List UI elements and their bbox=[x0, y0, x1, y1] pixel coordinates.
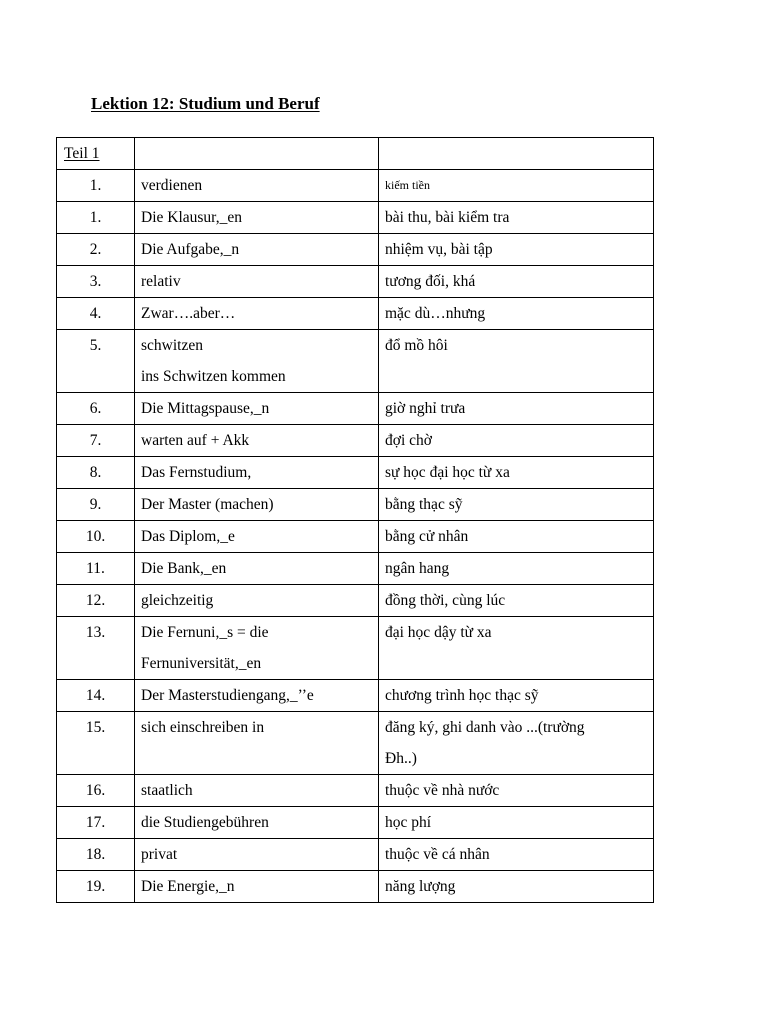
german-term: Die Fernuni,_s = die bbox=[141, 624, 269, 641]
page-title: Lektion 12: Studium und Beruf bbox=[91, 94, 320, 113]
german-term: Die Energie,_n bbox=[141, 878, 235, 895]
vietnamese-translation: thuộc về cá nhân bbox=[385, 846, 490, 863]
row-number: 10. bbox=[57, 521, 135, 553]
german-term: warten auf + Akk bbox=[141, 432, 250, 449]
german-term: Die Bank,_en bbox=[141, 560, 227, 577]
table-row bbox=[57, 553, 654, 585]
vietnamese-translation-cell bbox=[379, 807, 654, 839]
vietnamese-translation: đợi chờ bbox=[385, 432, 432, 449]
german-term: relativ bbox=[141, 273, 181, 290]
german-term: gleichzeitig bbox=[141, 592, 214, 609]
german-term: Der Masterstudiengang,_’’e bbox=[141, 687, 314, 704]
vietnamese-translation: năng lượng bbox=[385, 878, 456, 895]
vietnamese-translation: bằng thạc sỹ bbox=[385, 496, 463, 513]
vietnamese-translation: nhiệm vụ, bài tập bbox=[385, 241, 493, 258]
table-row bbox=[57, 234, 654, 266]
german-term-cell bbox=[135, 553, 379, 585]
row-number: 18. bbox=[57, 839, 135, 871]
table-row bbox=[57, 393, 654, 425]
header-german-cell bbox=[135, 138, 379, 170]
table-row bbox=[57, 521, 654, 553]
german-term-cell bbox=[135, 234, 379, 266]
german-term-cell bbox=[135, 585, 379, 617]
row-number: 14. bbox=[57, 680, 135, 712]
german-term: Die Klausur,_en bbox=[141, 209, 242, 226]
table-row bbox=[57, 712, 654, 775]
vietnamese-translation: thuộc về nhà nước bbox=[385, 782, 500, 799]
vietnamese-translation: mặc dù…nhưng bbox=[385, 305, 486, 322]
row-number: 9. bbox=[57, 489, 135, 521]
vietnamese-translation-cell bbox=[379, 775, 654, 807]
german-term-cell bbox=[135, 298, 379, 330]
row-number: 15. bbox=[57, 712, 135, 775]
german-term: Die Mittagspause,_n bbox=[141, 400, 270, 417]
vietnamese-translation-cell bbox=[379, 553, 654, 585]
table-header-row bbox=[57, 138, 654, 170]
table-row bbox=[57, 585, 654, 617]
vietnamese-translation-cell bbox=[379, 202, 654, 234]
table-row bbox=[57, 457, 654, 489]
german-term-cell bbox=[135, 266, 379, 298]
vietnamese-translation-cell bbox=[379, 234, 654, 266]
vietnamese-translation-cell bbox=[379, 330, 654, 393]
row-number: 19. bbox=[57, 871, 135, 903]
table-row bbox=[57, 807, 654, 839]
vietnamese-translation-cell bbox=[379, 839, 654, 871]
german-term: Das Diplom,_e bbox=[141, 528, 235, 545]
row-number: 3. bbox=[57, 266, 135, 298]
vocabulary-table bbox=[56, 137, 654, 903]
row-number: 6. bbox=[57, 393, 135, 425]
vietnamese-translation-cell bbox=[379, 298, 654, 330]
vietnamese-translation: bằng cử nhân bbox=[385, 528, 469, 545]
german-term-cell bbox=[135, 457, 379, 489]
vietnamese-translation: bài thu, bài kiểm tra bbox=[385, 209, 510, 226]
vietnamese-translation: kiếm tiền bbox=[385, 178, 430, 192]
german-term-cell bbox=[135, 839, 379, 871]
vietnamese-translation: học phí bbox=[385, 814, 432, 831]
table-row bbox=[57, 775, 654, 807]
vietnamese-translation-cell bbox=[379, 617, 654, 680]
row-number: 17. bbox=[57, 807, 135, 839]
german-term: staatlich bbox=[141, 782, 193, 799]
german-term-cell bbox=[135, 680, 379, 712]
german-term: privat bbox=[141, 846, 178, 863]
german-term-cell bbox=[135, 330, 379, 393]
german-term: Der Master (machen) bbox=[141, 496, 274, 513]
vietnamese-translation-cell bbox=[379, 521, 654, 553]
german-term: Das Fernstudium, bbox=[141, 464, 252, 481]
row-number: 2. bbox=[57, 234, 135, 266]
german-term-cell bbox=[135, 712, 379, 775]
section-label: Teil 1 bbox=[64, 145, 100, 162]
row-number: 1. bbox=[57, 170, 135, 202]
table-row bbox=[57, 617, 654, 680]
table-row bbox=[57, 871, 654, 903]
german-term: schwitzen bbox=[141, 337, 203, 354]
vietnamese-translation: Đh..) bbox=[385, 750, 417, 767]
vietnamese-translation: đổ mồ hôi bbox=[385, 337, 448, 354]
german-term-cell bbox=[135, 871, 379, 903]
german-term-cell bbox=[135, 202, 379, 234]
header-vietnamese-cell bbox=[379, 138, 654, 170]
table-row bbox=[57, 170, 654, 202]
table-row bbox=[57, 680, 654, 712]
vietnamese-translation-cell bbox=[379, 489, 654, 521]
row-number: 13. bbox=[57, 617, 135, 680]
german-term-cell bbox=[135, 489, 379, 521]
table-row bbox=[57, 266, 654, 298]
german-term-cell bbox=[135, 775, 379, 807]
table-row bbox=[57, 839, 654, 871]
german-term-cell bbox=[135, 393, 379, 425]
row-number: 5. bbox=[57, 330, 135, 393]
row-number: 7. bbox=[57, 425, 135, 457]
vietnamese-translation-cell bbox=[379, 457, 654, 489]
table-row bbox=[57, 489, 654, 521]
german-term-cell bbox=[135, 425, 379, 457]
german-term: ins Schwitzen kommen bbox=[141, 368, 286, 385]
vietnamese-translation: sự học đại học từ xa bbox=[385, 464, 510, 481]
vietnamese-translation: đồng thời, cùng lúc bbox=[385, 592, 506, 609]
table-row bbox=[57, 202, 654, 234]
vietnamese-translation-cell bbox=[379, 425, 654, 457]
vietnamese-translation: chương trình học thạc sỹ bbox=[385, 687, 539, 704]
german-term: Fernuniversität,_en bbox=[141, 655, 262, 672]
vietnamese-translation: đăng ký, ghi danh vào ...(trường bbox=[385, 719, 585, 736]
vocabulary-table-body bbox=[57, 138, 654, 903]
german-term-cell bbox=[135, 521, 379, 553]
vietnamese-translation: giờ nghỉ trưa bbox=[385, 400, 466, 417]
german-term-cell bbox=[135, 807, 379, 839]
vietnamese-translation: đại học dậy từ xa bbox=[385, 624, 492, 641]
german-term: sich einschreiben in bbox=[141, 719, 265, 736]
row-number: 8. bbox=[57, 457, 135, 489]
vietnamese-translation-cell bbox=[379, 266, 654, 298]
row-number: 16. bbox=[57, 775, 135, 807]
vietnamese-translation-cell bbox=[379, 170, 654, 202]
german-term-cell bbox=[135, 617, 379, 680]
vietnamese-translation: tương đối, khá bbox=[385, 273, 476, 290]
row-number: 1. bbox=[57, 202, 135, 234]
table-row bbox=[57, 425, 654, 457]
vietnamese-translation-cell bbox=[379, 393, 654, 425]
vietnamese-translation-cell bbox=[379, 680, 654, 712]
german-term: Die Aufgabe,_n bbox=[141, 241, 240, 258]
vietnamese-translation-cell bbox=[379, 871, 654, 903]
vietnamese-translation: ngân hang bbox=[385, 560, 450, 577]
german-term: verdienen bbox=[141, 177, 203, 194]
german-term: Zwar….aber… bbox=[141, 305, 236, 322]
vietnamese-translation-cell bbox=[379, 712, 654, 775]
table-row bbox=[57, 298, 654, 330]
german-term-cell bbox=[135, 170, 379, 202]
row-number: 12. bbox=[57, 585, 135, 617]
row-number: 11. bbox=[57, 553, 135, 585]
table-row bbox=[57, 330, 654, 393]
row-number: 4. bbox=[57, 298, 135, 330]
vietnamese-translation-cell bbox=[379, 585, 654, 617]
german-term: die Studiengebühren bbox=[141, 814, 269, 831]
section-label-cell bbox=[57, 138, 135, 170]
